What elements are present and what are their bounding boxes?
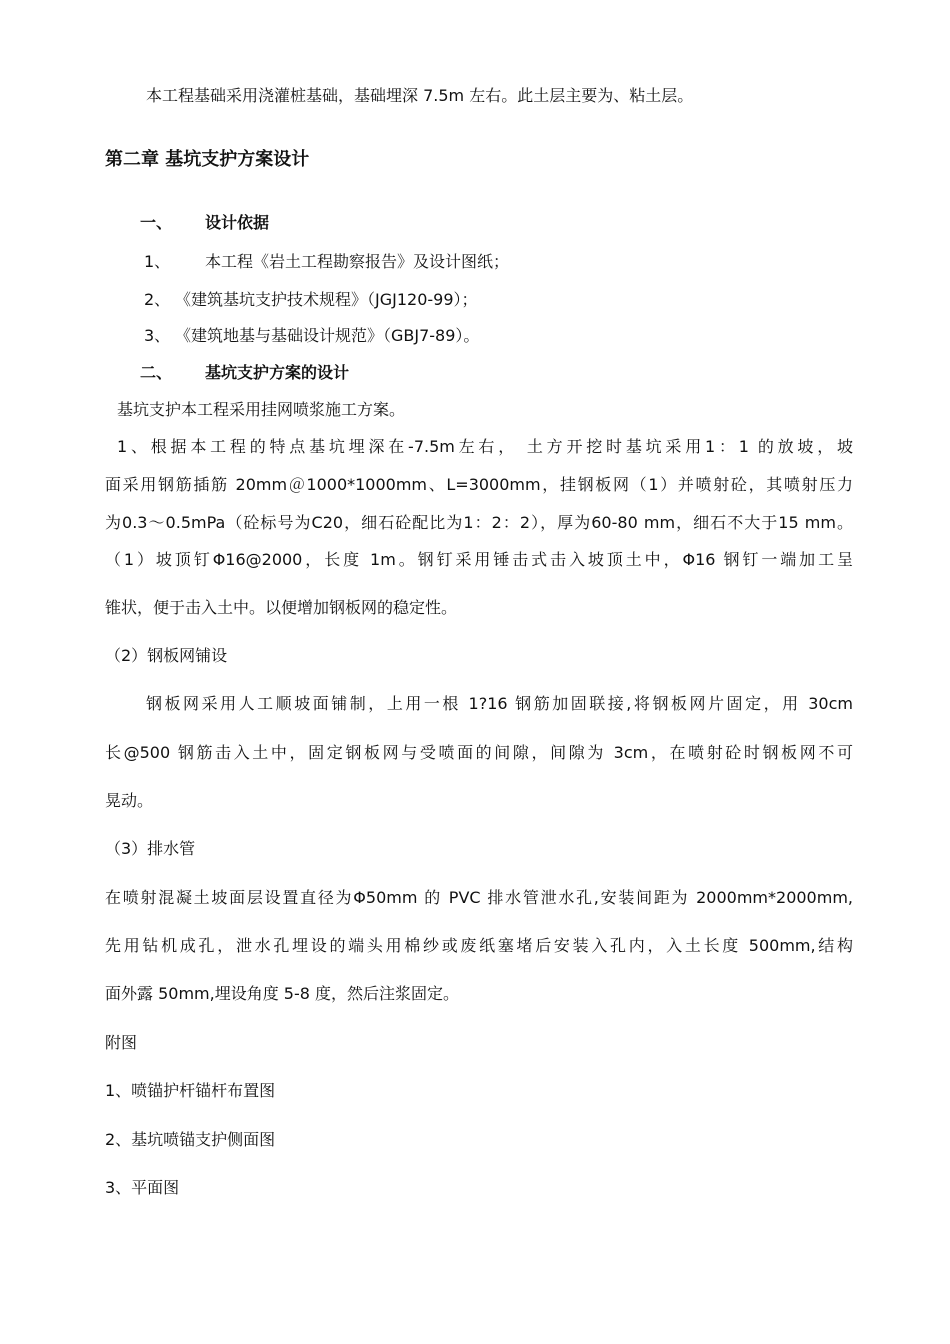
- sub3-heading: （3）排水管: [105, 839, 196, 858]
- para2-line1: （1）坡顶钉Φ16@2000，长度 1m。钢钉采用锤击式击入坡顶土中，Φ16 钢钉一端加工呈: [105, 550, 853, 569]
- appendix-item-2: 2、基坑喷锚支护侧面图: [105, 1130, 276, 1149]
- para1-line3: 为0.3～0.5mPa（砼标号为C20，细石砼配比为1：2：2），厚为60-80 mm，细石不大于15 mm。: [105, 513, 853, 532]
- section1-item1-number: 1、: [144, 252, 171, 271]
- section1-item2-text: 《建筑基坑支护技术规程》（JGJ120-99）；: [175, 290, 478, 309]
- section2-number: 二、: [140, 363, 173, 382]
- section2-intro: 基坑支护本工程采用挂网喷浆施工方案。: [117, 400, 406, 419]
- appendix-item-3: 3、平面图: [105, 1178, 180, 1197]
- appendix-item-1: 1、喷锚护杆锚杆布置图: [105, 1081, 276, 1100]
- sub2-line1: 钢板网采用人工顺坡面铺制，上用一根 1?16 钢筋加固联接,将钢板网片固定，用 30cm: [146, 694, 853, 713]
- intro-paragraph: 本工程基础采用浇灌桩基础，基础埋深 7.5m 左右。此土层主要为、粘土层。: [146, 86, 694, 105]
- para2-line2: 锥状，便于击入土中。以便增加钢板网的稳定性。: [105, 598, 458, 617]
- sub2-line3: 晃动。: [105, 791, 154, 810]
- sub3-line3: 面外露 50mm,埋设角度 5-8 度，然后注浆固定。: [105, 984, 460, 1003]
- sub2-heading: （2）钢板网铺设: [105, 646, 228, 665]
- section2-title: 基坑支护方案的设计: [205, 363, 350, 382]
- sub3-line1: 在喷射混凝土坡面层设置直径为Φ50mm 的 PVC 排水管泄水孔,安装间距为 2000mm*2000mm,: [105, 888, 853, 907]
- section1-title: 设计依据: [205, 213, 270, 232]
- sub2-line2: 长@500 钢筋击入土中，固定钢板网与受喷面的间隙，间隙为 3cm，在喷射砼时钢板网不可: [105, 743, 853, 762]
- para1-line2: 面采用钢筋插筋 20mm＠1000*1000mm、L=3000mm，挂钢板网（1）并喷射砼，其喷射压力: [105, 475, 853, 494]
- section1-item3-number: 3、: [144, 326, 171, 345]
- section1-item2-number: 2、: [144, 290, 171, 309]
- section1-item1-text: 本工程《岩土工程勘察报告》及设计图纸；: [205, 252, 510, 271]
- sub3-line2: 先用钻机成孔，泄水孔埋设的端头用棉纱或废纸塞堵后安装入孔内，入土长度 500mm,结构: [105, 936, 853, 955]
- para1-line1: 1、根据本工程的特点基坑埋深在-7.5m左右， 土方开挖时基坑采用1：1 的放坡，坡: [117, 437, 853, 456]
- chapter-title: 第二章 基坑支护方案设计: [105, 149, 310, 170]
- appendix-title: 附图: [105, 1033, 138, 1052]
- section1-item3-text: 《建筑地基与基础设计规范》（GBJ7-89）。: [175, 326, 480, 345]
- section1-number: 一、: [140, 213, 173, 232]
